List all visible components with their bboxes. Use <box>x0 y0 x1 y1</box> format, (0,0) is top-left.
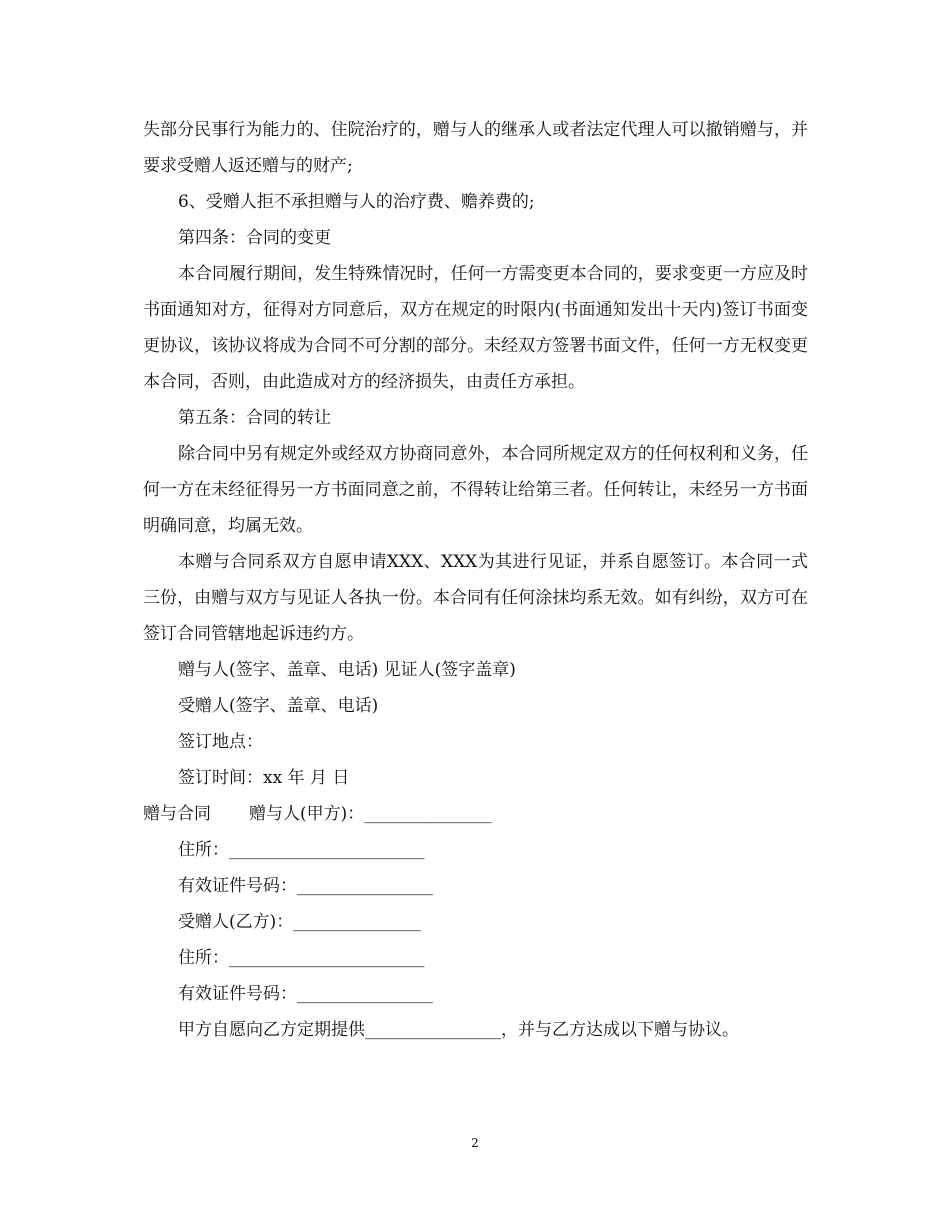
section-heading-article-4: 第四条：合同的变更 <box>178 228 331 248</box>
paragraph-witness-clause: 本赠与合同系双方自愿申请XXX、XXX为其进行见证，并系自愿签订。本合同一式三份，由赠与双方与见证人各执一份。本合同有任何涂抹均系无效。如有纠纷，双方可在签订合同管辖地起诉违约方。 <box>143 552 808 644</box>
signing-place: 签订地点： <box>178 732 263 752</box>
page-content <box>143 112 808 1048</box>
donor-id-blank: ________________ <box>297 876 433 896</box>
paragraph-item-6: 6、受赠人拒不承担赠与人的治疗费、赡养费的; <box>178 192 535 212</box>
paragraph-contract-modification: 本合同履行期间，发生特殊情况时，任何一方需变更本合同的，要求变更一方应及时书面通知对方，征得对方同意后，双方在规定的时限内(书面通知发出十天内)签订书面变更协议，该协议将成为合同不可分割的部分。未经双方签署书面文件，任何一方无权变更本合同，否则，由此造成对方的经济损失，由责任方承担。 <box>143 264 808 392</box>
donor-label: 赠与人(甲方)： <box>249 804 365 824</box>
form-heading: 赠与合同 <box>143 804 211 824</box>
agreement-blank: ________________ <box>365 1020 501 1040</box>
form-donee-line <box>143 904 808 940</box>
donee-id-blank: ________________ <box>297 984 433 1004</box>
section-heading-article-5: 第五条：合同的转让 <box>178 408 331 428</box>
agreement-suffix: ，并与乙方达成以下赠与协议。 <box>501 1020 739 1040</box>
donor-blank: _______________ <box>364 804 492 824</box>
form-donor-id-line <box>143 868 808 904</box>
form-donor-line <box>143 796 808 832</box>
paragraph-revocation-continued: 失部分民事行为能力的、住院治疗的，赠与人的继承人或者法定代理人可以撤销赠与，并要求受赠人返还赠与的财产; <box>143 120 808 176</box>
page-number: 2 <box>471 1136 479 1150</box>
form-donee-id-line <box>143 976 808 1012</box>
form-donee-address-line <box>143 940 808 976</box>
form-agreement-line <box>143 1012 808 1048</box>
donor-id-label: 有效证件号码： <box>178 876 297 896</box>
donee-id-label: 有效证件号码： <box>178 984 297 1004</box>
signing-date: 签订时间：xx 年 月 日 <box>178 768 350 788</box>
donor-address-blank: _______________________ <box>229 840 425 860</box>
donee-address-blank: _______________________ <box>229 948 425 968</box>
donee-label: 受赠人(乙方)： <box>178 912 294 932</box>
paragraph-contract-transfer: 除合同中另有规定外或经双方协商同意外，本合同所规定双方的任何权利和义务，任何一方在未经征得另一方书面同意之前，不得转让给第三者。任何转让，未经另一方书面明确同意，均属无效。 <box>143 444 808 536</box>
donee-blank: _______________ <box>293 912 421 932</box>
agreement-prefix: 甲方自愿向乙方定期提供 <box>178 1020 365 1040</box>
form-donor-address-line <box>143 832 808 868</box>
donor-address-label: 住所： <box>178 840 229 860</box>
donee-address-label: 住所： <box>178 948 229 968</box>
signature-line-donee: 受赠人(签字、盖章、电话) <box>178 696 379 716</box>
signature-line-donor-witness: 赠与人(签字、盖章、电话) 见证人(签字盖章) <box>178 660 516 680</box>
